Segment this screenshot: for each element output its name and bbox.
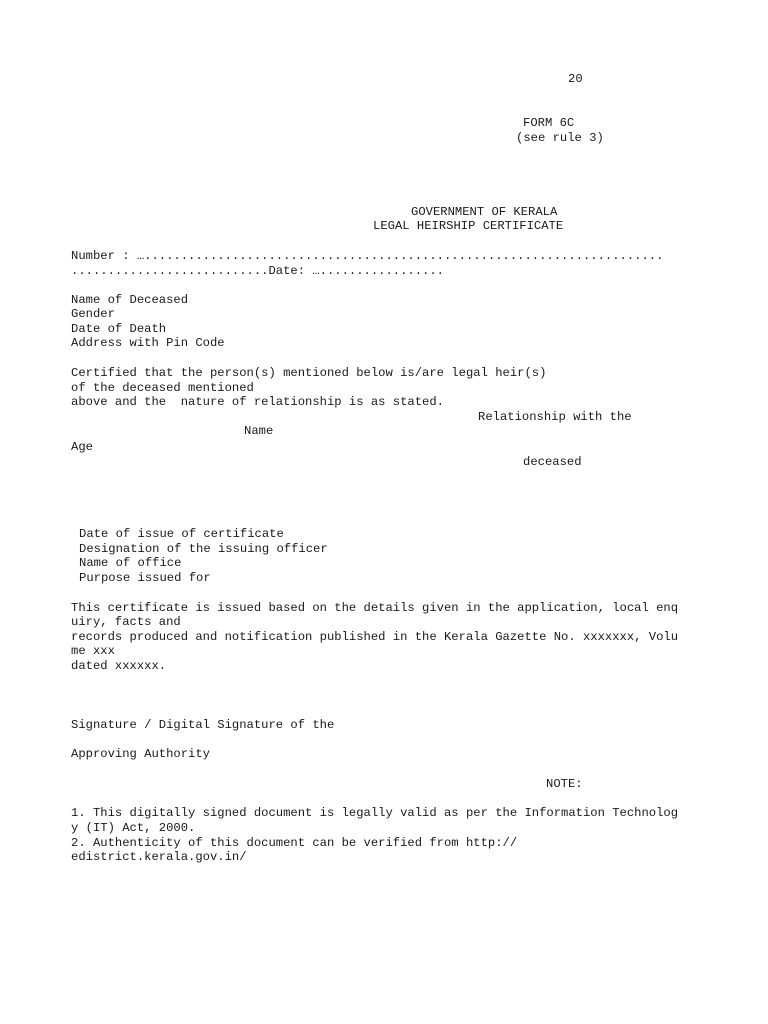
heirs-header-relationship: Relationship with the: [478, 410, 632, 424]
form-rule: (see rule 3): [516, 131, 604, 145]
certificate-title: LEGAL HEIRSHIP CERTIFICATE: [373, 219, 564, 233]
label-address: Address with Pin Code: [71, 336, 225, 350]
label-gender: Gender: [71, 307, 115, 321]
signature-label-line1: Signature / Digital Signature of the: [71, 718, 335, 732]
heirs-header-name: Name: [244, 424, 274, 438]
note-item-2-line2: edistrict.kerala.gov.in/: [71, 850, 247, 864]
basis-text-line5: dated xxxxxx.: [71, 659, 167, 673]
basis-text-line3: records produced and notification published in the Kerala Gazette No. xxxxxxx, Volu: [71, 630, 679, 644]
number-line: Number : ….......................................................................: [71, 249, 664, 263]
page-number: 20: [568, 72, 583, 86]
note-item-1-line2: y (IT) Act, 2000.: [71, 821, 196, 835]
basis-text-line1: This certificate is issued based on the details given in the application, local enq: [71, 601, 679, 615]
government-heading: GOVERNMENT OF KERALA: [411, 205, 558, 219]
heirs-header-deceased: deceased: [523, 455, 582, 469]
label-name-of-office: Name of office: [79, 556, 182, 570]
label-purpose: Purpose issued for: [79, 571, 211, 585]
note-heading: NOTE:: [546, 777, 583, 791]
basis-text-line4: me xxx: [71, 644, 115, 658]
certification-text-line3: above and the nature of relationship is as stated.: [71, 395, 444, 409]
label-date-of-issue: Date of issue of certificate: [79, 527, 284, 541]
date-line: ...........................Date: ….................: [71, 264, 444, 278]
note-item-2-line1: 2. Authenticity of this document can be verified from http://: [71, 836, 518, 850]
label-name-of-deceased: Name of Deceased: [71, 293, 189, 307]
signature-label-line2: Approving Authority: [71, 747, 210, 761]
certification-text-line2: of the deceased mentioned: [71, 381, 254, 395]
basis-text-line2: uiry, facts and: [71, 615, 181, 629]
heirs-header-age: Age: [71, 440, 93, 454]
note-item-1-line1: 1. This digitally signed document is legally valid as per the Information Technolog: [71, 806, 679, 820]
label-designation: Designation of the issuing officer: [79, 542, 328, 556]
form-name: FORM 6C: [523, 116, 575, 130]
label-date-of-death: Date of Death: [71, 322, 167, 336]
certification-text-line1: Certified that the person(s) mentioned below is/are legal heir(s): [71, 366, 547, 380]
